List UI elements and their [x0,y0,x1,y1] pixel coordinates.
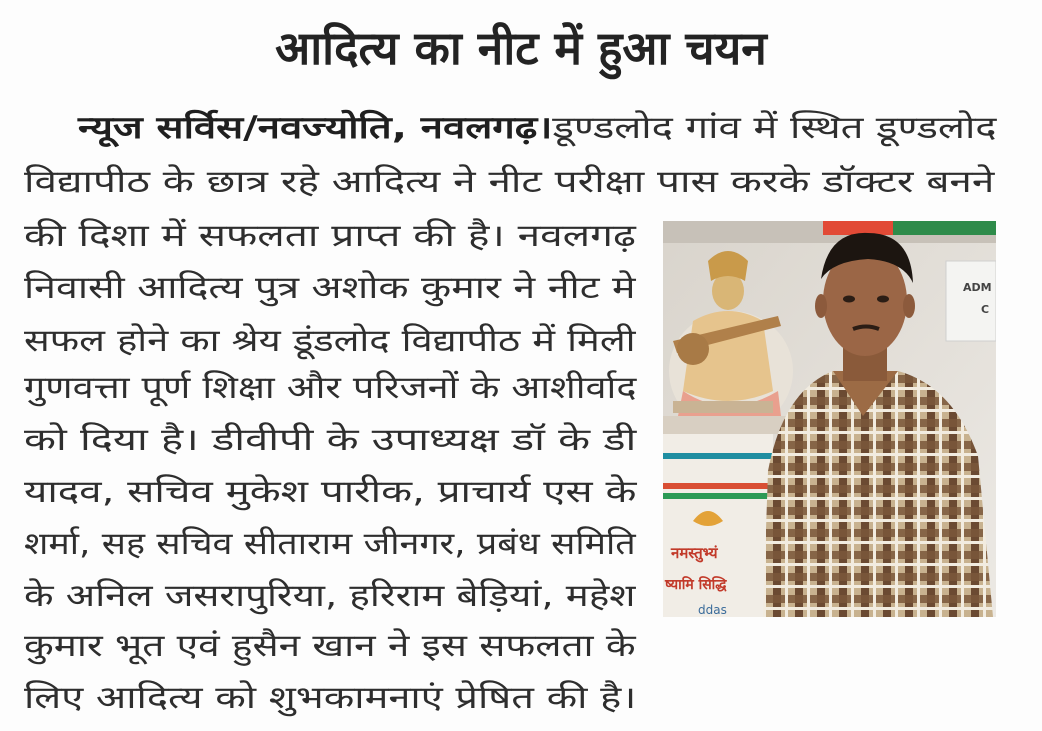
body-line-4: निवासी आदित्य पुत्र अशोक कुमार ने नीट मे [24,270,636,306]
body-line-5: सफल होने का श्रेय डूंडलोद विद्यापीठ में मिली [24,323,636,359]
body-line-6: गुणवत्ता पूर्ण शिक्षा और परिजनों के आशीर्वाद [24,370,637,406]
banner-text-1: नमस्तुभ्यं [671,544,718,562]
body-text-start: डूण्डलोद गांव में स्थित डूण्डलोद [552,110,997,146]
byline: न्यूज सर्विस/नवज्योति, नवलगढ़। [78,110,553,146]
body-line-2: विद्यापीठ के छात्र रहे आदित्य ने नीट परीक्षा पास करके डॉक्टर बनने [24,164,995,200]
student-photo [663,221,996,617]
body-line-1 [78,106,997,150]
banner-text-3: ddas [698,603,727,617]
sign-text-2: C [981,303,990,316]
body-line-12: लिए आदित्य को शुभकामनाएं प्रेषित की है। [24,680,637,716]
body-line-7: को दिया है। डीवीपी के उपाध्यक्ष डॉ के डी [24,422,637,458]
banner-text-2: ष्यामि सिद्धि [665,577,727,593]
body-line-10: के अनिल जसरापुरिया, हरिराम बेड़ियां, महेश [24,578,636,614]
body-line-9: शर्मा, सह सचिव सीताराम जीनगर, प्रबंध समिति [24,526,636,562]
body-line-11: कुमार भूत एवं हुसैन खान ने इस सफलता के [24,628,636,664]
headline: आदित्य का नीट में हुआ चयन [275,21,767,75]
sign-text-1: ADM [963,281,992,294]
body-line-8: यादव, सचिव मुकेश पारीक, प्राचार्य एस के [24,474,637,510]
body-line-3: की दिशा में सफलता प्राप्त की है। नवलगढ़ [24,218,636,254]
